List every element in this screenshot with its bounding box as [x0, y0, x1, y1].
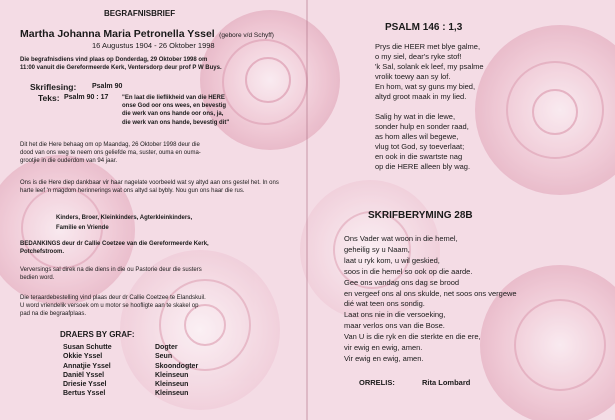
bearer-relation: Kleinseun — [155, 381, 189, 389]
bearer-relation: Skoondogter — [155, 362, 199, 370]
organist-label: ORRELIS: — [359, 378, 395, 387]
scripture-label: Skriflesing: — [30, 82, 77, 92]
bearer-row — [63, 389, 198, 398]
death-announcement: Dit het die Here behaag om op Maandag, 26 Oktober 1998 deur die dood van ons weg te neem ons geliefde ma, suster, ouma en ouma- grootjie in die ouderdom van 94 jaar. — [20, 142, 201, 164]
thanks-paragraph: BEDANKINGS deur dr Callie Coetzee van die Gereformeerde Kerk, Potchefstroom. — [20, 241, 209, 255]
bearer-name: Annatjie Yssel — [63, 362, 111, 370]
bearer-name: Driesie Yssel — [63, 381, 107, 389]
refreshments-paragraph: Verversings sal direk na die diens in die ou Pastorie deur die susters bedien word. — [20, 267, 202, 281]
life-dates: 16 Augustus 1904 - 26 Oktober 1998 — [92, 41, 215, 50]
text-reference: Psalm 90 : 17 — [64, 94, 109, 101]
bearer-row — [63, 362, 198, 371]
bearer-name: Daniël Yssel — [63, 371, 105, 379]
service-line-2: 11:00 vanuit die Gereformeerde Kerk, Ventersdorp deur prof P W Buys. — [20, 65, 222, 71]
organist-name: Rita Lombard — [422, 378, 471, 387]
bearer-row — [63, 380, 198, 389]
bearer-row — [63, 343, 198, 352]
document-heading: BEGRAFNISBRIEF — [104, 9, 176, 18]
bearer-name: Bertus Yssel — [63, 390, 106, 398]
bearer-relation: Kleinseun — [155, 371, 189, 379]
right-page — [308, 0, 615, 420]
bearer-relation: Seun — [155, 353, 173, 361]
bearer-name: Okkie Yssel — [63, 353, 103, 361]
bearer-relation: Dogter — [155, 344, 178, 351]
burial-paragraph: Die teraardebestelling vind plaas deur dr Callie Coetzee te Elandskuil. U word vriendelik versoek om u motor se hoofligte aan te skakel op pad na die begraafplaas. — [20, 295, 206, 317]
bearer-row — [63, 352, 198, 361]
family-line-1: Kinders, Broer, Kleinkinders, Agterkleinkinders, — [56, 215, 193, 221]
gratitude-paragraph: Ons is die Here diep dankbaar vir haar nagelate voorbeeld wat sy altyd aan ons gestel het. In ons harte leef 'n magdom herinnerings wat ons altyd sal bybly. Nou gun ons haar die rus. — [20, 180, 279, 194]
bearers-heading: DRAERS BY GRAF: — [60, 330, 135, 339]
text-label: Teks: — [38, 93, 60, 103]
scripture-value: Psalm 90 — [92, 83, 123, 90]
prayer-heading: SKRIFBERYMING 28B — [368, 210, 473, 221]
psalm-stanza-2: Salig hy wat in die lewe, sonder hulp en sonder raad, as hom alles wil begewe, vlug tot God, sy toeverlaat; en ook in die swartste nag op die HERE alleen bly wag. — [375, 112, 471, 171]
service-line-1: Die begrafnisdiens vind plaas op Donderdag, 29 Oktober 1998 om — [20, 57, 208, 63]
prayer-text: Ons Vader wat woon in die hemel, geheilig sy u Naam, laat u ryk kom, u wil geskied, soos in die hemel so ook op die aarde. Gee ons vandag ons dag se brood en vergeef ons al ons skulde, net soos ons vergewe dié wat teen ons sondig. Laat ons nie in die versoeking, maar verlos ons van die Bose. Van U is die ryk en die sterkte en die ere, vir ewig en ewig, amen. Vir ewig en ewig, amen. — [344, 234, 517, 363]
bearer-name: Susan Schutte — [63, 344, 112, 351]
bearer-row — [63, 371, 198, 380]
deceased-name: Martha Johanna Maria Petronella Yssel — [20, 28, 215, 40]
bearers-list — [63, 343, 198, 399]
psalm-heading: PSALM 146 : 1,3 — [385, 22, 463, 33]
deceased-name-line — [20, 24, 274, 42]
maiden-name-note: (gebore v/d Schyff) — [219, 32, 274, 39]
text-verse: "En laat die lieflikheid van die HERE onse God oor ons wees, en bevestig die werk van ons hande oor ons, ja, die werk van ons hande, bevestig dit" — [122, 95, 230, 126]
bearer-relation: Kleinseun — [155, 390, 189, 398]
family-line-2: Familie en Vriende — [56, 225, 109, 231]
psalm-stanza-1: Prys die HEER met blye galme, o my siel, dear's ryke stof! 'k Sal, solank ek leef, my psalme vrolik toewy aan sy lof. En hom, wat sy guns my bied, altyd groot maak in my lied. — [375, 42, 484, 101]
